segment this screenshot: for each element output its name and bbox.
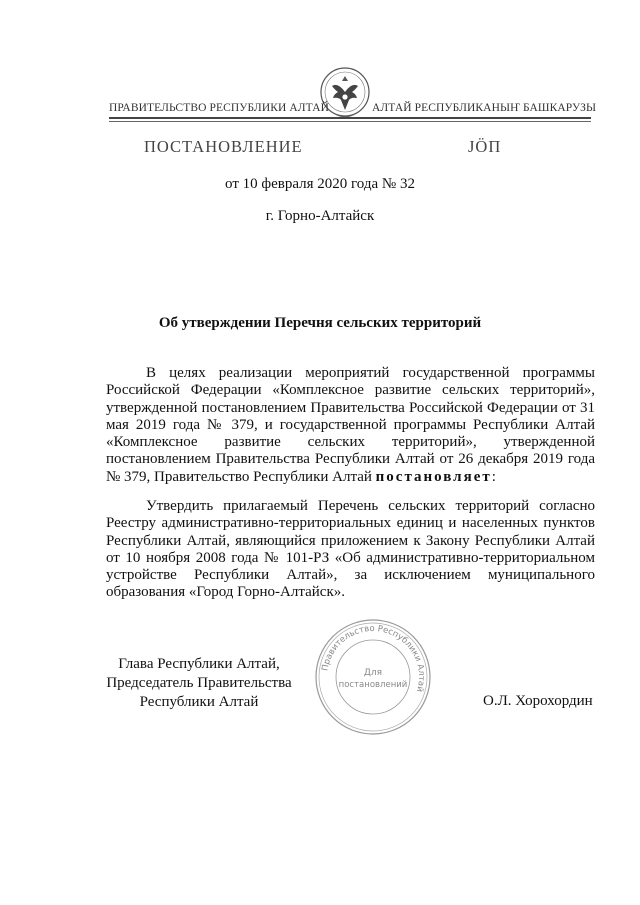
stamp-center-line1: Для — [363, 668, 383, 678]
stamp-center-line2: постановлений — [338, 680, 408, 690]
header-divider-thin — [109, 121, 591, 122]
preamble-tail: : — [491, 468, 496, 485]
paragraph-resolution: Утвердить прилагаемый Перечень сельских территорий согласно Реестру административно-территориальных единиц и населенных пунктов Республики Алтай, являющийся приложением к Закону Республики Алтай от 10 ноября 2008 года № 101-РЗ «Об административно-территориальном устройстве Республики Алтай», за исключением муниципального образования «Город Горно-Алтайск». — [106, 498, 595, 601]
document-title: Об утверждении Перечня сельских территорий — [158, 315, 482, 331]
preamble-emphasis: постановляет — [375, 468, 492, 485]
header-left-title: ПРАВИТЕЛЬСТВО РЕСПУБЛИКИ АЛТАЙ — [109, 102, 330, 114]
stamp-ring-text: Правительство Республики Алтай — [320, 623, 427, 693]
position-line-3: Республики Алтай — [139, 694, 259, 710]
paragraph-preamble — [106, 365, 595, 486]
position-line-2: Председатель Правительства — [106, 675, 292, 691]
header-divider — [109, 117, 591, 119]
signatory-position — [106, 655, 292, 712]
official-stamp — [313, 617, 433, 737]
signatory-name: О.Л. Хорохордин — [483, 693, 593, 709]
date-line: от 10 февраля 2020 года № 32 — [225, 176, 415, 192]
doc-type-left: ПОСТАНОВЛЕНИЕ — [144, 137, 303, 156]
doc-type-right: ЈӦП — [468, 137, 502, 156]
header-right-title: АЛТАЙ РЕСПУБЛИКАНЫҤ БАШКАРУЗЫ — [372, 102, 597, 114]
position-line-1: Глава Республики Алтай, — [118, 656, 280, 672]
city-line: г. Горно-Алтайск — [265, 208, 375, 224]
preamble-text: В целях реализации мероприятий государственной программы Российской Федерации «Комплексное развитие сельских территорий», утвержденной постановлением Правительства Российской Федерации от 31 мая 2019 года № 379, и государственной программы Республики Алтай «Комплексное развитие сельских территорий», утвержденной постановлением Правительства Республики Алтай от 26 декабря 2019 года № 379, Правительство Республики Алтай — [106, 365, 595, 485]
